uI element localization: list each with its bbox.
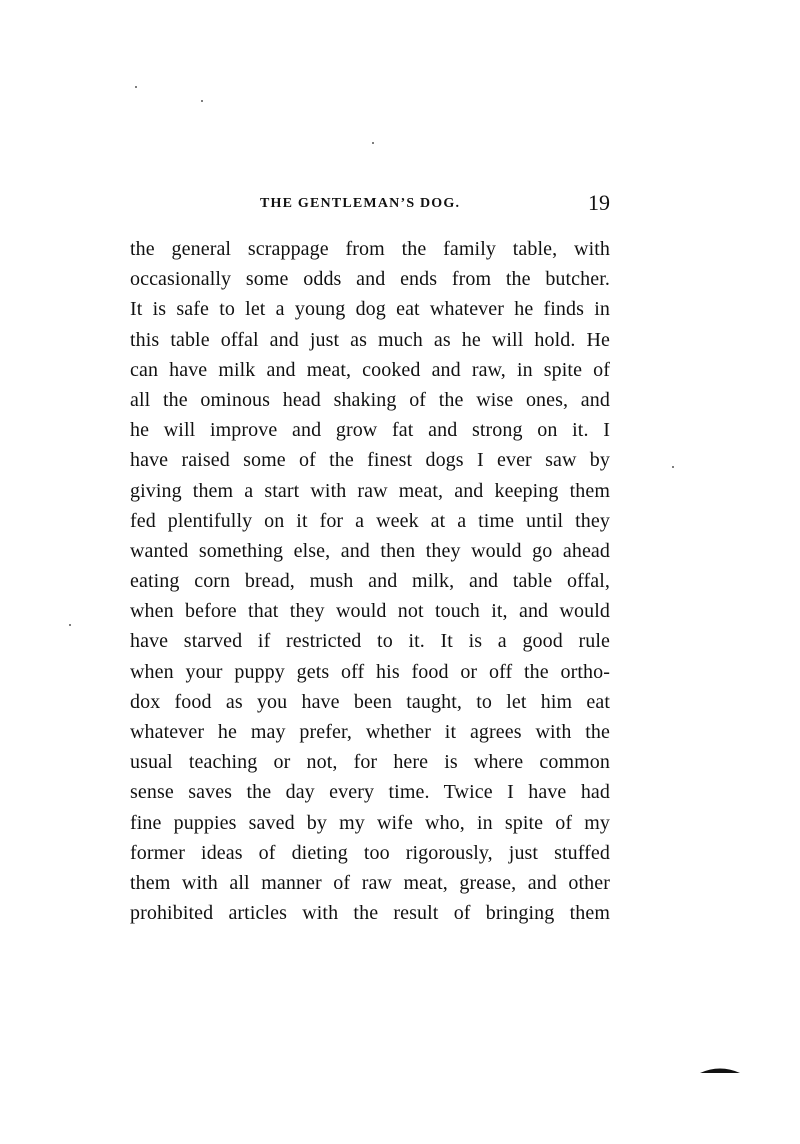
scan-speck (135, 86, 137, 88)
text-line: whatever he may prefer, whether it agrees with the (130, 721, 610, 743)
text-line: dox food as you have been taught, to let him eat (130, 690, 610, 713)
running-head: THE GENTLEMAN’S DOG. (260, 196, 461, 211)
text-line: have starved if restricted to it. It is a good rule (130, 630, 610, 653)
text-line: giving them a start with raw meat, and keeping them (130, 479, 610, 502)
scan-speck (69, 624, 71, 626)
text-line: sense saves the day every time. Twice I have had (130, 781, 610, 804)
body-text (130, 234, 610, 928)
scan-speck (372, 142, 374, 144)
text-line: wanted something else, and then they would go ahead (130, 539, 610, 562)
ink-smudge-mark (700, 1066, 740, 1074)
text-line: he will improve and grow fat and strong on it. I (130, 419, 610, 442)
text-line: when before that they would not touch it, and would (130, 600, 610, 623)
text-line: fed plentifully on it for a week at a time until they (130, 509, 610, 532)
text-line: occasionally some odds and ends from the butcher. (130, 268, 610, 291)
text-line: them with all manner of raw meat, grease, and other (130, 871, 610, 894)
text-line: prohibited articles with the result of bringing them (130, 902, 610, 925)
text-line: have raised some of the finest dogs I ever saw by (130, 449, 610, 472)
text-line: all the ominous head shaking of the wise ones, and (130, 388, 610, 411)
text-line: this table offal and just as much as he will hold. He (130, 328, 610, 351)
page-number: 19 (588, 190, 610, 215)
text-line: fine puppies saved by my wife who, in spite of my (130, 811, 610, 834)
text-line: the general scrappage from the family table, with (130, 238, 610, 260)
text-line: can have milk and meat, cooked and raw, in spite of (130, 358, 610, 381)
page-header (130, 190, 610, 220)
text-line: former ideas of dieting too rigorously, just stuffed (130, 841, 610, 864)
scan-speck (201, 100, 203, 102)
text-line: when your puppy gets off his food or off the ortho- (130, 660, 610, 683)
scan-speck (672, 466, 674, 468)
text-line: usual teaching or not, for here is where common (130, 751, 610, 774)
text-line: It is safe to let a young dog eat whatever he finds in (130, 298, 610, 321)
text-line: eating corn bread, mush and milk, and table offal, (130, 570, 610, 593)
